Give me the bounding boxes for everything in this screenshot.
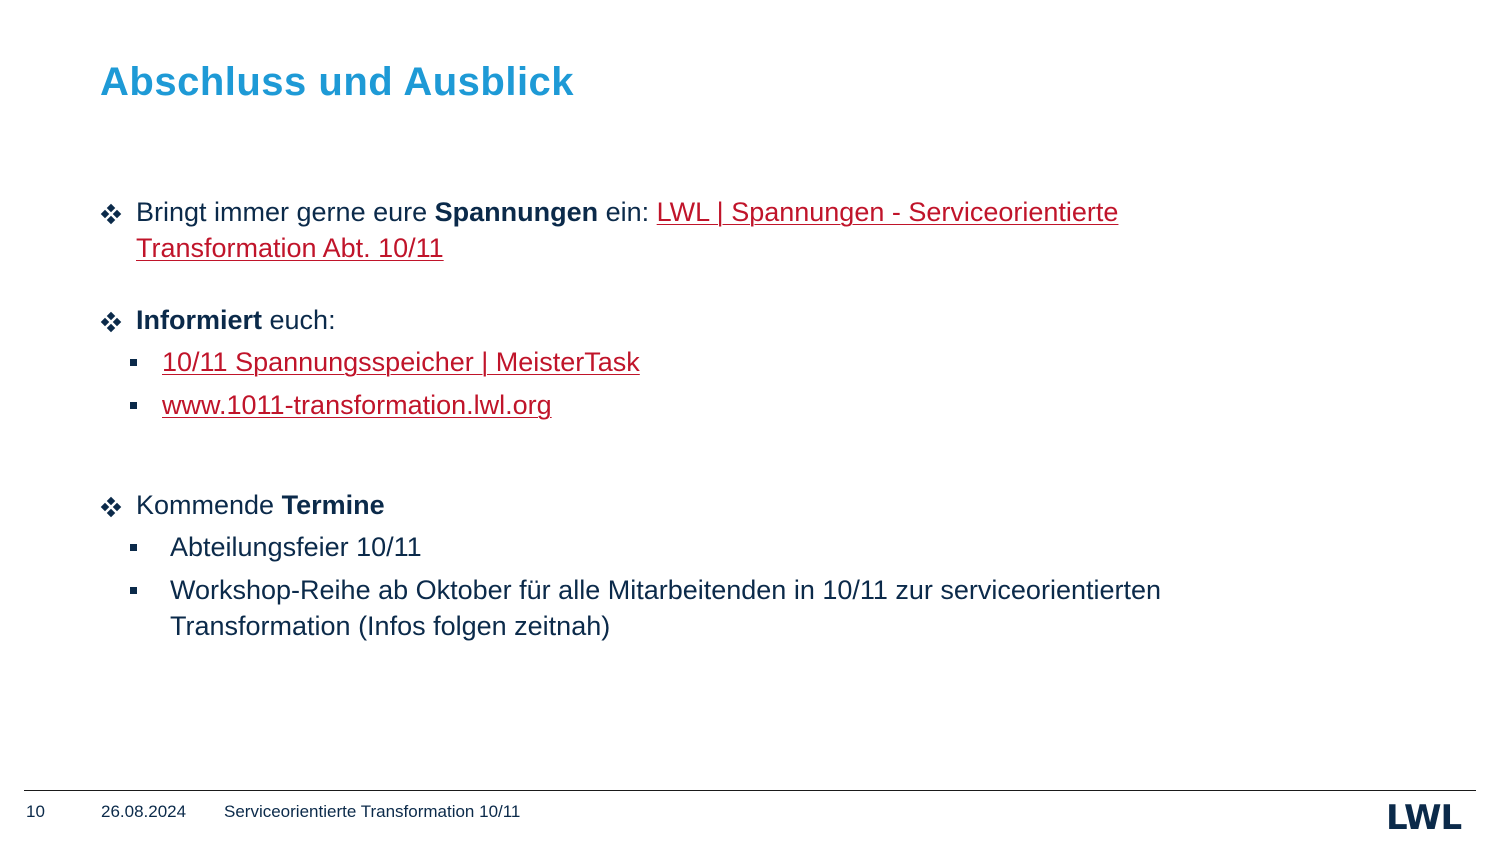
bullet-bold-text: Spannungen (434, 197, 599, 227)
list-item (100, 572, 1300, 644)
footer-date: 26.08.2024 (101, 802, 187, 821)
meistertask-link[interactable]: 10/11 Spannungsspeicher | MeisterTask (162, 347, 640, 377)
termine-sub-list (100, 529, 1300, 644)
footer-divider (24, 790, 1476, 791)
list-item (100, 344, 1300, 380)
bullet-text: Kommende (136, 490, 282, 520)
list-item (100, 529, 1300, 565)
slide-content (100, 194, 1300, 651)
lwl-logo: LWL (1386, 798, 1462, 838)
bullet-spannungen (100, 194, 1300, 266)
diamond-bullet-icon (102, 313, 120, 331)
footer-page-number: 10 (26, 802, 45, 821)
diamond-bullet-icon (102, 498, 120, 516)
bullet-text: euch: (262, 305, 336, 335)
slide-title: Abschluss und Ausblick (100, 60, 575, 104)
list-item (100, 387, 1300, 423)
website-link[interactable]: www.1011-transformation.lwl.org (162, 390, 552, 420)
diamond-bullet-icon (102, 205, 120, 223)
spannungen-link[interactable]: LWL | Spannungen - Serviceorientierte Transformation Abt. 10/11 (136, 197, 1119, 263)
termine-item-text: Workshop-Reihe ab Oktober für alle Mitarbeitenden in 10/11 zur serviceorientierten Transformation (Infos folgen zeitnah) (170, 575, 1162, 641)
bullet-bold-text: Informiert (136, 305, 263, 335)
bullet-text: Bringt immer gerne eure (136, 197, 435, 227)
footer-title: Serviceorientierte Transformation 10/11 (224, 802, 521, 821)
bullet-text: ein: (598, 197, 657, 227)
bullet-bold-text: Termine (281, 490, 385, 520)
square-bullet-icon (130, 402, 137, 409)
informiert-sub-list (100, 344, 1300, 423)
square-bullet-icon (130, 359, 137, 366)
square-bullet-icon (130, 587, 137, 594)
bullet-termine (100, 487, 1300, 523)
bullet-informiert (100, 302, 1300, 338)
termine-item-text: Abteilungsfeier 10/11 (170, 532, 422, 562)
square-bullet-icon (130, 544, 137, 551)
